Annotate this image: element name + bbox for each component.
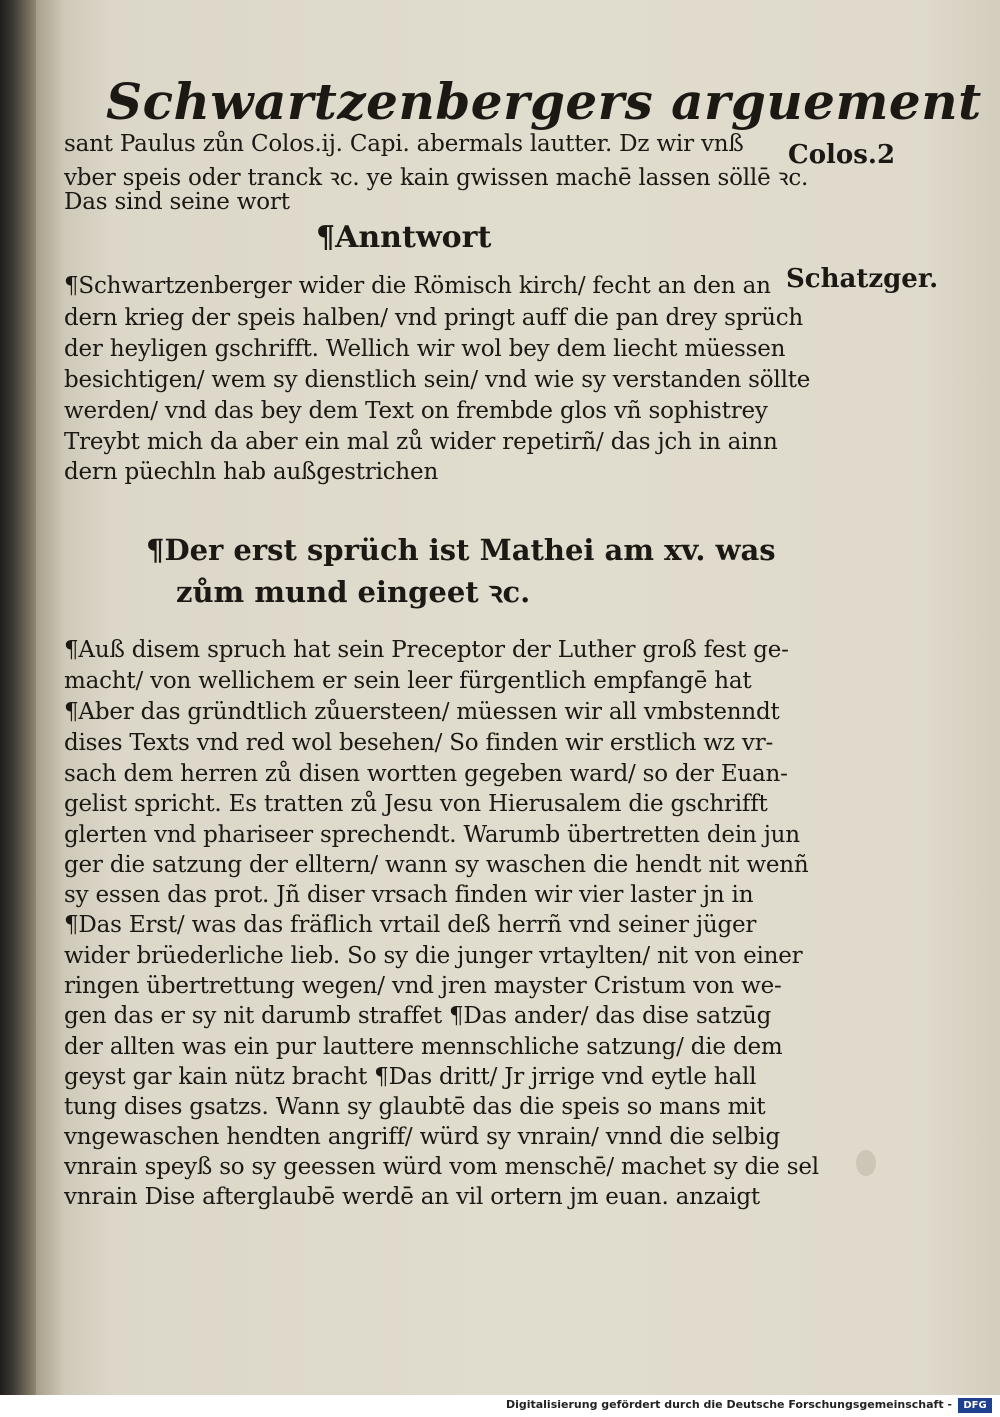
- body-line: tung dises gsatzs. Wann sy glaubtē das die speis so mans mit: [64, 1094, 766, 1120]
- dfg-logo[interactable]: DFG: [958, 1398, 992, 1413]
- answer-line: werden/ vnd das bey dem Text on frembde glos vñ sophistrey: [64, 398, 768, 424]
- marginal-note: Schatzger.: [786, 264, 939, 294]
- answer-line: besichtigen/ wem sy dienstlich sein/ vnd wie sy verstanden söllte: [64, 367, 811, 393]
- body-line: glerten vnd phariseer sprechendt. Warumb übertretten dein jun: [64, 822, 800, 848]
- page-title: Schwartzenbergers arguement: [106, 72, 982, 131]
- funding-credit: Digitalisierung gefördert durch die Deutsche Forschungsgemeinschaft -: [505, 1398, 952, 1411]
- body-line: gelist spricht. Es tratten zů Jesu von Hierusalem die gschrifft: [64, 791, 768, 817]
- answer-line: ¶Schwartzenberger wider die Römisch kirch/ fecht an den an: [64, 273, 771, 299]
- body-line: ¶Aber das gründtlich zůuersteen/ müessen wir all vmbstenndt: [64, 699, 780, 725]
- body-line: gen das er sy nit darumb straffet ¶Das ander/ das dise satzūg: [64, 1003, 772, 1029]
- body-line: ¶Auß disem spruch hat sein Preceptor der Luther groß fest ge-: [64, 637, 789, 663]
- section-heading-line: ¶Der erst sprüch ist Mathei am xv. was: [146, 533, 776, 567]
- body-line: vnrain Dise afterglaubē werdē an vil ortern jm euan. anzaigt: [64, 1184, 760, 1210]
- answer-line: dern krieg der speis halben/ vnd pringt auff die pan drey sprüch: [64, 305, 804, 331]
- page-scan: [36, 0, 1000, 1395]
- answer-line: dern püechln hab außgestrichen: [64, 459, 439, 485]
- paper-stain: [856, 1150, 876, 1176]
- body-line: ¶Das Erst/ was das fräflich vrtail deß herrñ vnd seiner jüger: [64, 912, 757, 938]
- body-line: vngewaschen hendten angriff/ würd sy vnrain/ vnnd die selbig: [64, 1124, 781, 1150]
- body-line: sy essen das prot. Jñ diser vrsach finden wir vier laster jn in: [64, 882, 754, 908]
- body-line: der allten was ein pur lauttere mennschliche satzung/ die dem: [64, 1034, 783, 1060]
- section-heading-line: zům mund eingeet ꝛc.: [176, 575, 531, 609]
- intro-line: sant Paulus zůn Colos.ij. Capi. abermals lautter. Dz wir vnß: [64, 131, 744, 157]
- intro-line: Das sind seine wort: [64, 189, 290, 215]
- answer-heading: ¶Anntwort: [316, 220, 492, 255]
- intro-line: vber speis oder tranck ꝛc. ye kain gwissen machē lassen söllē ꝛc.: [64, 165, 809, 191]
- marginal-note: Colos.2: [788, 140, 896, 170]
- body-line: vnrain speyß so sy geessen würd vom menschē/ machet sy die sel: [64, 1154, 819, 1180]
- body-line: geyst gar kain nütz bracht ¶Das dritt/ Jr jrrige vnd eytle hall: [64, 1064, 757, 1090]
- body-line: wider brüederliche lieb. So sy die junger vrtaylten/ nit von einer: [64, 943, 803, 969]
- answer-line: Treybt mich da aber ein mal zů wider repetirñ/ das jch in ainn: [64, 429, 778, 455]
- answer-line: der heyligen gschrifft. Wellich wir wol bey dem liecht müessen: [64, 336, 786, 362]
- book-binding: [0, 0, 36, 1395]
- body-line: dises Texts vnd red wol besehen/ So finden wir erstlich wz vr-: [64, 730, 774, 756]
- body-line: sach dem herren zů disen wortten gegeben ward/ so der Euan-: [64, 761, 788, 787]
- footer-bar: [0, 1395, 1000, 1417]
- body-line: macht/ von wellichem er sein leer fürgentlich empfangē hat: [64, 668, 752, 694]
- body-line: ringen übertrettung wegen/ vnd jren mayster Cristum von we-: [64, 973, 782, 999]
- body-line: ger die satzung der elltern/ wann sy waschen die hendt nit wenñ: [64, 852, 809, 878]
